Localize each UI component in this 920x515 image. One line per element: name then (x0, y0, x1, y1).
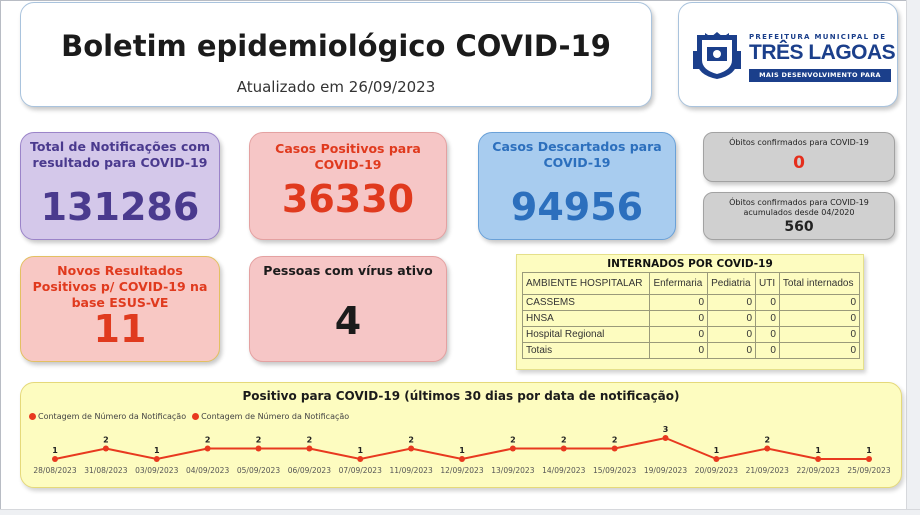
table-row-totals (523, 343, 860, 359)
data-label: 1 (357, 446, 364, 455)
table-row (523, 295, 860, 311)
positivos-chart-card (20, 382, 902, 488)
kpi-value: 131286 (40, 185, 200, 229)
kpi-value: 36330 (281, 177, 415, 221)
kpi-casos-descartados (478, 132, 676, 240)
data-label: 2 (408, 435, 414, 445)
table-cell: 0 (756, 327, 780, 343)
logo-city-name: TRÊS LAGOAS (749, 41, 896, 64)
x-tick-label: 21/09/2023 (745, 466, 789, 475)
data-label: 2 (204, 435, 211, 445)
column-header[interactable]: AMBIENTE HOSPITALAR (523, 273, 650, 295)
table-cell: 0 (650, 327, 708, 343)
data-point[interactable] (408, 446, 414, 452)
data-point[interactable] (357, 456, 363, 462)
column-header[interactable]: Pediatria (708, 273, 756, 295)
internados-table-card (516, 254, 864, 370)
x-tick-label: 15/09/2023 (593, 466, 637, 475)
legend-label: Contagem de Número da Notificação (201, 412, 350, 421)
data-point[interactable] (256, 446, 262, 452)
kpi-value: 94956 (510, 185, 644, 229)
kpi-value: 560 (784, 219, 814, 235)
column-header[interactable]: Enfermaria (650, 273, 708, 295)
table-cell: 0 (708, 311, 756, 327)
column-header[interactable]: Total internados (779, 273, 859, 295)
table-cell: Totais (523, 343, 650, 359)
table-cell: 0 (708, 327, 756, 343)
table-cell: 0 (708, 295, 756, 311)
data-label: 1 (866, 446, 872, 455)
x-tick-label: 22/09/2023 (796, 466, 840, 475)
data-label: 2 (255, 435, 262, 445)
x-tick-label: 19/09/2023 (643, 466, 688, 475)
data-point[interactable] (306, 446, 312, 452)
kpi-total-notificacoes (20, 132, 220, 240)
table-row (523, 327, 860, 343)
table-cell: 0 (650, 295, 708, 311)
kpi-novos-resultados (20, 256, 220, 362)
x-tick-label: 03/09/2023 (135, 466, 179, 475)
data-label: 1 (713, 446, 720, 455)
table-cell: 0 (779, 295, 859, 311)
table-cell: 0 (756, 295, 780, 311)
x-tick-label: 31/08/2023 (84, 466, 128, 475)
data-point[interactable] (459, 456, 465, 462)
x-tick-label: 06/09/2023 (287, 466, 331, 475)
kpi-value: 11 (93, 307, 147, 351)
data-point[interactable] (663, 435, 669, 441)
legend-label: Contagem de Número da Notificação (38, 412, 187, 421)
kpi-label: Total de Notificações com resultado para COVID-19 (30, 139, 210, 170)
x-tick-label: 07/09/2023 (338, 466, 382, 475)
horizontal-scrollbar[interactable] (0, 509, 920, 515)
header-card (20, 2, 652, 107)
data-point[interactable] (510, 446, 516, 452)
data-point[interactable] (205, 446, 211, 452)
kpi-obitos-acumulados (703, 192, 895, 240)
data-label: 1 (459, 446, 465, 455)
table-cell: 0 (708, 343, 756, 359)
data-label: 2 (560, 435, 567, 445)
x-tick-label: 14/09/2023 (542, 466, 586, 475)
data-label: 2 (510, 435, 516, 445)
table-header-row (523, 273, 860, 295)
x-tick-label: 13/09/2023 (491, 466, 535, 475)
table-cell: Hospital Regional (523, 327, 650, 343)
table-cell: HNSA (523, 311, 650, 327)
data-label: 2 (103, 435, 109, 445)
kpi-virus-ativo (249, 256, 447, 362)
data-point[interactable] (815, 456, 821, 462)
data-label: 2 (764, 435, 771, 445)
table-cell: CASSEMS (523, 295, 650, 311)
table-cell: 0 (650, 343, 708, 359)
table-cell: 0 (779, 327, 859, 343)
chart-title: Positivo para COVID-19 (últimos 30 dias por data de notificação) (242, 389, 680, 403)
column-header[interactable]: UTI (756, 273, 780, 295)
x-tick-label: 25/09/2023 (847, 466, 891, 475)
kpi-value: 4 (334, 299, 362, 343)
line-chart (21, 383, 903, 489)
data-label: 1 (153, 446, 160, 455)
data-label: 3 (662, 425, 669, 434)
table-cell: 0 (756, 311, 780, 327)
x-tick-label: 05/09/2023 (236, 466, 281, 475)
x-tick-label: 20/09/2023 (694, 466, 738, 475)
city-crest-icon (691, 31, 743, 81)
data-point[interactable] (713, 456, 719, 462)
logo-prefeitura-text: PREFEITURA MUNICIPAL DE (749, 33, 887, 41)
x-tick-label: 12/09/2023 (440, 466, 484, 475)
data-label: 1 (52, 446, 58, 455)
table-cell: 0 (650, 311, 708, 327)
x-tick-label: 11/09/2023 (389, 466, 433, 475)
data-point[interactable] (52, 456, 58, 462)
kpi-obitos (703, 132, 895, 182)
kpi-label: Pessoas com vírus ativo (263, 263, 433, 278)
kpi-value: 0 (793, 153, 805, 173)
vertical-scrollbar[interactable] (906, 0, 920, 515)
table-cell: 0 (756, 343, 780, 359)
kpi-label: Casos Descartados para COVID-19 (492, 139, 662, 170)
logo-card (678, 2, 898, 107)
kpi-label: Novos Resultados Positivos p/ COVID-19 na base ESUS-VE (32, 263, 208, 310)
internados-title: INTERNADOS POR COVID-19 (607, 258, 773, 270)
data-point[interactable] (561, 446, 567, 452)
logo-slogan: MAIS DESENVOLVIMENTO PARA TODOS (749, 69, 891, 82)
kpi-label: Óbitos confirmados para COVID-19 acumulados desde 04/2020 (729, 198, 869, 217)
data-point[interactable] (612, 446, 618, 452)
table-cell: 0 (779, 311, 859, 327)
table-row (523, 311, 860, 327)
kpi-label: Óbitos confirmados para COVID-19 (729, 138, 869, 147)
data-point[interactable] (866, 456, 872, 462)
data-point[interactable] (103, 446, 109, 452)
data-point[interactable] (764, 446, 770, 452)
updated-date: Atualizado em 26/09/2023 (236, 78, 436, 96)
x-tick-label: 04/09/2023 (186, 466, 230, 475)
x-tick-label: 28/08/2023 (33, 466, 77, 475)
kpi-label: Casos Positivos para COVID-19 (275, 141, 421, 172)
data-point[interactable] (154, 456, 160, 462)
data-label: 2 (611, 435, 618, 445)
page-title: Boletim epidemiológico COVID-19 (61, 29, 611, 63)
kpi-casos-positivos (249, 132, 447, 240)
data-label: 2 (306, 435, 313, 445)
table-cell: 0 (779, 343, 859, 359)
data-label: 1 (815, 446, 821, 455)
internados-table (522, 272, 860, 359)
